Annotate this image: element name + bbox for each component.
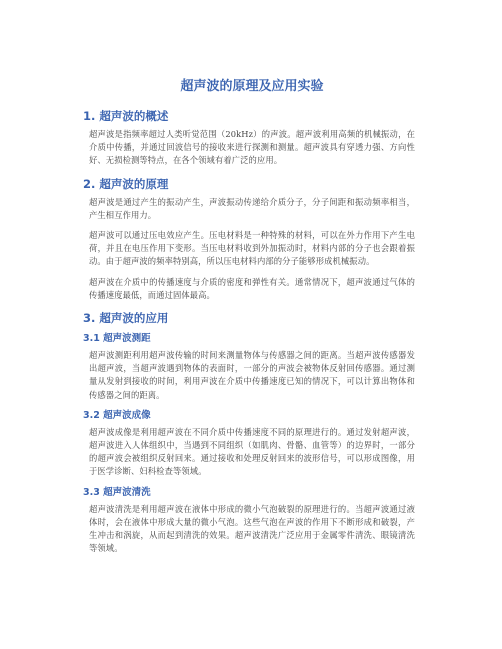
principle-paragraph-3: 超声波在介质中的传播速度与介质的密度和弹性有关。通常情况下，超声波通过气体的传播速度最低，而通过固体最高。 bbox=[89, 276, 415, 300]
principle-paragraph-1: 超声波是通过产生的振动产生，声波振动传递给介质分子，分子间距和振动频率相当，产生相互作用力。 bbox=[89, 196, 415, 220]
section-heading-overview: 1. 超声波的概述 bbox=[83, 109, 169, 123]
cleaning-paragraph-1: 超声波清洗是利用超声波在液体中形成的微小气泡破裂的原理进行的。当超声波通过液体时，会在液体中形成大量的微小气泡。这些气泡在声波的作用下不断形成和破裂，产生冲击和涡旋，从而起到清洗的效果。超声波清洗广泛应用于金属零件清洗、眼镜清洗等领域。 bbox=[89, 503, 415, 554]
subsection-heading-cleaning: 3.3 超声波清洗 bbox=[83, 486, 151, 498]
document-page bbox=[83, 78, 415, 562]
overview-paragraph-1: 超声波是指频率超过人类听觉范围（20kHz）的声波。超声波利用高频的机械振动，在介质中传播，并通过回波信号的接收来进行探测和测量。超声波具有穿透力强、方向性好、无损检测等特点，在各个领域有着广泛的应用。 bbox=[89, 129, 415, 166]
ranging-paragraph-1: 超声波测距利用超声波传输的时间来测量物体与传感器之间的距离。当超声波传感器发出超声波，当超声波遇到物体的表面时，一部分的声波会被物体反射回传感器。通过测量从发射到接收的时间，利用声波在介质中传播速度已知的情况下，可以计算出物体和传感器之间的距离。 bbox=[89, 350, 415, 400]
imaging-paragraph-1: 超声波成像是利用超声波在不同介质中传播速度不同的原理进行的。通过发射超声波，超声波进入人体组织中，当遇到不同组织（如肌肉、骨骼、血管等）的边界时，一部分的超声波会被组织反射回来。通过接收和处理反射回来的波形信号，可以形成图像，用于医学诊断、妇科检查等领域。 bbox=[89, 426, 415, 477]
document-title: 超声波的原理及应用实验 bbox=[180, 79, 324, 94]
subsection-heading-imaging: 3.2 超声波成像 bbox=[83, 409, 151, 421]
section-heading-principle: 2. 超声波的原理 bbox=[83, 176, 169, 191]
subsection-heading-ranging: 3.1 超声波测距 bbox=[83, 333, 151, 345]
principle-paragraph-2: 超声波可以通过压电效应产生。压电材料是一种特殊的材料，可以在外力作用下产生电荷，并且在电压作用下变形。当压电材料收到外加振动时，材料内部的分子也会跟着振动。由于超声波的频率特别高，所以压电材料内部的分子能够形成机械振动。 bbox=[89, 230, 415, 267]
section-heading-applications: 3. 超声波的应用 bbox=[83, 311, 169, 326]
